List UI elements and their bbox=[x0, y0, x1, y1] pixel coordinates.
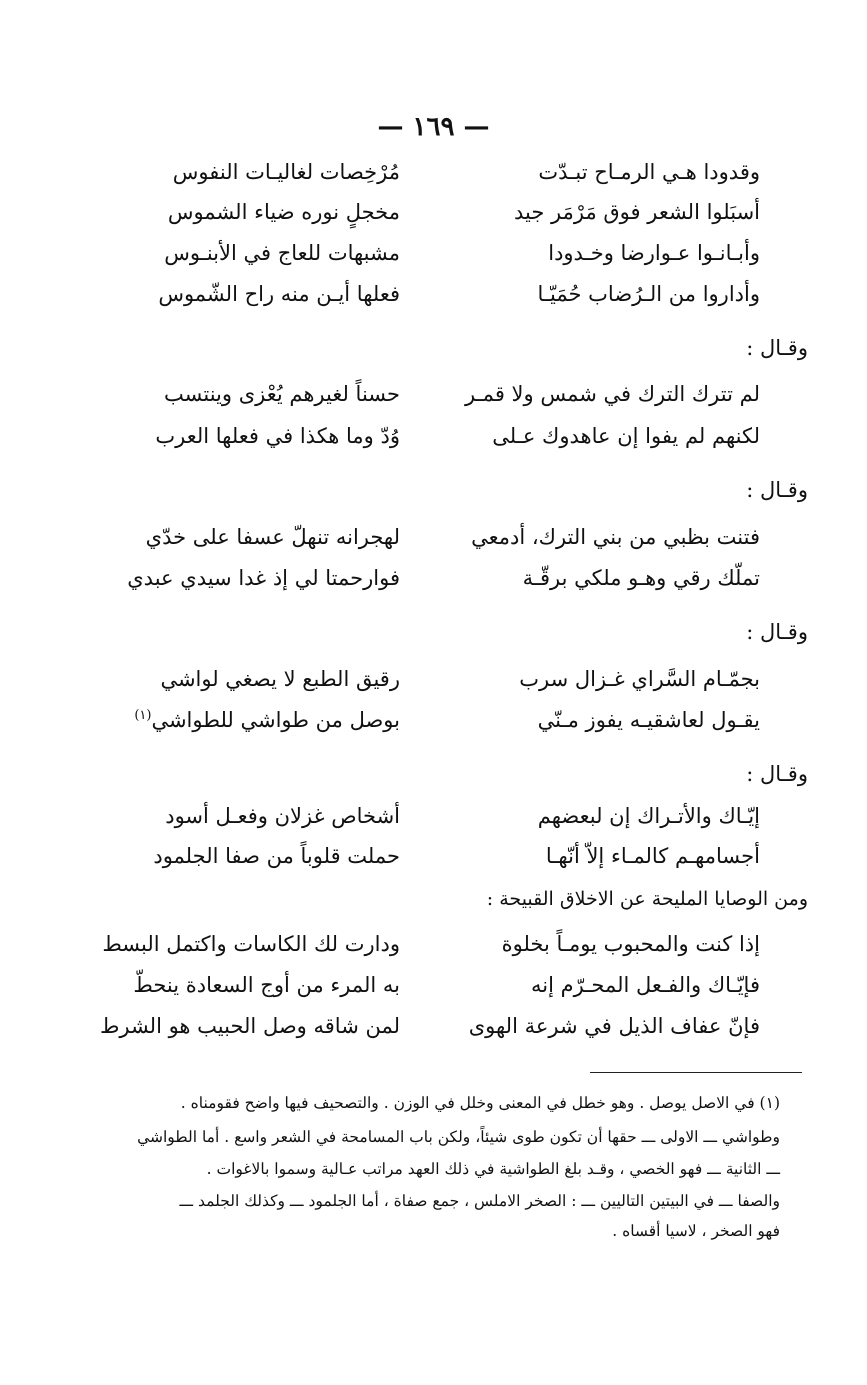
verse-first-hemistich: وأداروا من الـرُضاب حُمَيّـا bbox=[537, 282, 760, 306]
verse-first-hemistich: بجمّـام السَّراي غـزال سرب bbox=[519, 667, 760, 691]
verse-line bbox=[110, 844, 760, 882]
footnote-line: والصفا ـــ في البيتين التاليين ـــ : الصخر الاملس ، جمع صفاة ، أما الجلمود ـــ وكذلك الجلمد ـــ bbox=[179, 1192, 780, 1210]
verse-line bbox=[110, 382, 760, 420]
verse-first-hemistich: وأبـانـوا عـوارضا وخـدودا bbox=[548, 241, 760, 265]
verse-line bbox=[110, 973, 760, 1011]
verse-second-hemistich: مشبهات للعاج في الأبنـوس bbox=[164, 241, 400, 265]
verse-second-hemistich: مُرْخِصات لغاليـات النفوس bbox=[172, 160, 400, 184]
page-number: — ١٦٩ — bbox=[377, 112, 490, 142]
verse-second-hemistich: مخجلٍ نوره ضياء الشموس bbox=[167, 200, 400, 224]
verse-second-hemistich-text: بوصل من طواشي للطواشي bbox=[151, 708, 400, 732]
verse-first-hemistich: لكنهم لم يفوا إن عاهدوك عـلى bbox=[492, 424, 760, 448]
verse-first-hemistich: تملّك رقي وهـو ملكي برقّـة bbox=[522, 566, 760, 590]
verse-second-hemistich: أشخاص غزلان وفعـل أسود bbox=[165, 804, 400, 828]
verse-line bbox=[110, 667, 760, 705]
verse-second-hemistich: به المرء من أوج السعادة ينحطّ bbox=[133, 973, 400, 997]
section-heading-qala: وقـال : bbox=[746, 336, 808, 360]
verse-first-hemistich: فتنت بظبي من بني الترك، أدمعي bbox=[471, 525, 760, 549]
footnote-line: (١) في الاصل يوصل . وهو خطل في المعنى وخلل في الوزن . والتصحيف فيها واضح فقومناه . bbox=[180, 1094, 780, 1112]
footnote-line: ـــ الثانية ـــ فهو الخصي ، وقـد بلغ الطواشية في ذلك العهد مراتب عـالية وسموا بالاغوات . bbox=[206, 1160, 780, 1178]
advice-heading: ومن الوصايا المليحة عن الاخلاق القبيحة : bbox=[486, 888, 808, 910]
verse-second-hemistich: لهجرانه تنهلّ عسفا على خدّي bbox=[145, 525, 400, 549]
verse-first-hemistich: إيّـاك والأتـراك إن لبعضهم bbox=[537, 804, 760, 828]
verse-first-hemistich: فإيّـاك والفـعل المحـرّم إنه bbox=[531, 973, 760, 997]
verse-second-hemistich: فوارحمتا لي إذ غدا سيدي عبدي bbox=[127, 566, 400, 590]
footnote-marker: (١) bbox=[134, 708, 152, 723]
verse-first-hemistich: يقـول لعاشقيـه يفوز مـنّي bbox=[537, 708, 760, 732]
verse-line bbox=[110, 424, 760, 462]
verse-second-hemistich: حملت قلوباً من صفا الجلمود bbox=[153, 844, 400, 868]
verse-second-hemistich: فعلها أيـن منه راح الشّموس bbox=[158, 282, 400, 306]
verse-line bbox=[110, 804, 760, 842]
footnote-line: وطواشي ـــ الاولى ـــ حقها أن تكون طوى شيئاً، ولكن باب المسامحة في الشعر واسع . أما الطواشي bbox=[137, 1128, 780, 1146]
verse-first-hemistich: أسبَلوا الشعر فوق مَرْمَر جيد bbox=[514, 200, 760, 224]
verse-line bbox=[110, 282, 760, 320]
section-heading-qala: وقـال : bbox=[746, 620, 808, 644]
verse-line bbox=[102, 932, 760, 970]
verse-second-hemistich: حسناً لغيرهم يُعْزى وينتسب bbox=[164, 382, 400, 406]
verse-second-hemistich: ودارت لك الكاسات واكتمل البسط bbox=[102, 932, 400, 956]
footnote-line: فهو الصخر ، لاسيا أقساه . bbox=[612, 1222, 780, 1240]
verse-first-hemistich: فإنّ عفاف الذيل في شرعة الهوى bbox=[468, 1014, 760, 1038]
verse-line bbox=[110, 525, 760, 563]
footnote-separator bbox=[590, 1072, 802, 1073]
verse-first-hemistich: إذا كنت والمحبوب يومـاً بخلوة bbox=[501, 932, 760, 956]
verse-second-hemistich: وُدّ وما هكذا في فعلها العرب bbox=[155, 424, 400, 448]
verse-first-hemistich: لم تترك الترك في شمس ولا قمـر bbox=[464, 382, 760, 406]
verse-line bbox=[110, 160, 760, 198]
section-heading-qala: وقـال : bbox=[746, 762, 808, 786]
section-heading-qala: وقـال : bbox=[746, 478, 808, 502]
verse-line bbox=[99, 1014, 760, 1052]
verse-second-hemistich: رقيق الطبع لا يصغي لواشي bbox=[160, 667, 400, 691]
verse-second-hemistich: لمن شاقه وصل الحبيب هو الشرط bbox=[99, 1014, 400, 1038]
verse-first-hemistich: وقدودا هـي الرمـاح تبـدّت bbox=[538, 160, 760, 184]
verse-first-hemistich: أجسامهـم كالمـاء إلاّ أنّهـا bbox=[545, 844, 760, 868]
verse-line bbox=[110, 566, 760, 604]
verse-line bbox=[110, 708, 760, 746]
verse-line bbox=[110, 200, 760, 238]
verse-second-hemistich bbox=[110, 708, 400, 732]
verse-line bbox=[110, 241, 760, 279]
